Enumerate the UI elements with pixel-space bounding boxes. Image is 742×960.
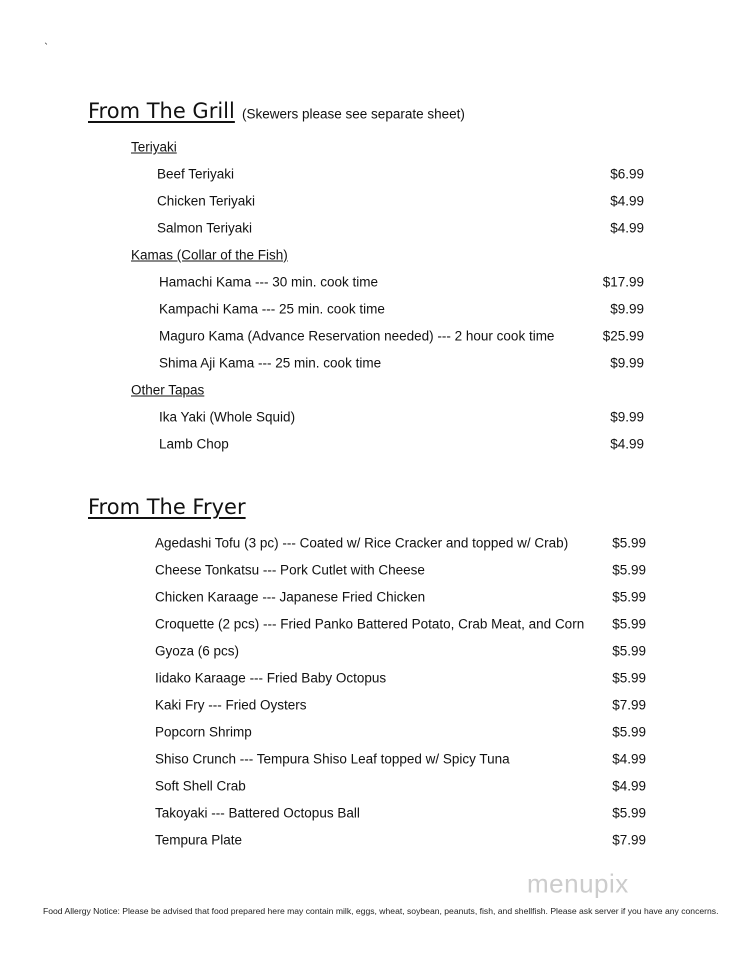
menu-item-name: Salmon Teriyaki (157, 220, 253, 236)
menu-item-price: $7.99 (608, 833, 646, 848)
menu-item-price: $9.99 (606, 356, 644, 371)
menu-item-price: $5.99 (608, 806, 646, 821)
menu-item-name: Beef Teriyaki (157, 166, 235, 182)
menu-item-price: $5.99 (608, 725, 646, 740)
menu-item-price: $4.99 (606, 221, 644, 236)
menu-item-price: $7.99 (608, 698, 646, 713)
menu-item-name: Ika Yaki (Whole Squid) (159, 409, 296, 425)
allergy-notice: Food Allergy Notice: Please be advised that food prepared here may contain milk, eggs, wheat, soybean, peanuts, fish, and shellfish. Please ask server if you have any concerns. (43, 906, 719, 916)
menu-item-price: $25.99 (599, 329, 644, 344)
menu-item-name: Lamb Chop (159, 436, 229, 452)
menu-item-price: $4.99 (606, 194, 644, 209)
menu-item-price: $5.99 (608, 536, 646, 551)
menu-item-price: $5.99 (608, 671, 646, 686)
grill-note: (Skewers please see separate sheet) (242, 106, 465, 122)
grill-section-title: From The Grill (88, 99, 235, 123)
menu-item-price: $5.99 (608, 590, 646, 605)
menu-item-price: $4.99 (608, 752, 646, 767)
menu-item-name: Gyoza (6 pcs) (155, 643, 240, 659)
menu-item-price: $6.99 (606, 167, 644, 182)
menu-item-price: $9.99 (606, 302, 644, 317)
menu-item-price: $9.99 (606, 410, 644, 425)
menu-item-name: Iidako Karaage --- Fried Baby Octopus (155, 670, 387, 686)
menu-item-name: Maguro Kama (Advance Reservation needed) --- 2 hour cook time (159, 328, 555, 344)
menu-item-price: $4.99 (606, 437, 644, 452)
menu-item-name: Croquette (2 pcs) --- Fried Panko Battered Potato, Crab Meat, and Corn (155, 616, 585, 632)
menu-item-price: $17.99 (599, 275, 644, 290)
menu-item-name: Takoyaki --- Battered Octopus Ball (155, 805, 360, 821)
menu-item-price: $4.99 (608, 779, 646, 794)
menu-item-price: $5.99 (608, 563, 646, 578)
menu-item-name: Chicken Teriyaki (157, 193, 256, 209)
watermark: menupix (527, 868, 629, 899)
menu-item-name: Shiso Crunch --- Tempura Shiso Leaf topped w/ Spicy Tuna (155, 751, 510, 767)
stray-mark: ` (44, 42, 49, 54)
menu-item-name: Cheese Tonkatsu --- Pork Cutlet with Cheese (155, 562, 425, 578)
fryer-section-title: From The Fryer (88, 495, 246, 519)
menu-item-name: Chicken Karaage --- Japanese Fried Chicken (155, 589, 426, 605)
category-heading: Kamas (Collar of the Fish) (131, 247, 288, 263)
menu-item-name: Agedashi Tofu (3 pc) --- Coated w/ Rice Cracker and topped w/ Crab) (155, 535, 569, 551)
menu-item-name: Hamachi Kama --- 30 min. cook time (159, 274, 379, 290)
menu-item-price: $5.99 (608, 617, 646, 632)
menu-item-name: Popcorn Shrimp (155, 724, 252, 740)
category-heading: Other Tapas (131, 382, 205, 398)
menu-item-name: Kampachi Kama --- 25 min. cook time (159, 301, 385, 317)
menu-item-name: Tempura Plate (155, 832, 243, 848)
menu-item-name: Shima Aji Kama --- 25 min. cook time (159, 355, 382, 371)
menu-item-price: $5.99 (608, 644, 646, 659)
category-heading: Teriyaki (131, 139, 177, 155)
menu-item-name: Kaki Fry --- Fried Oysters (155, 697, 307, 713)
menu-item-name: Soft Shell Crab (155, 778, 246, 794)
